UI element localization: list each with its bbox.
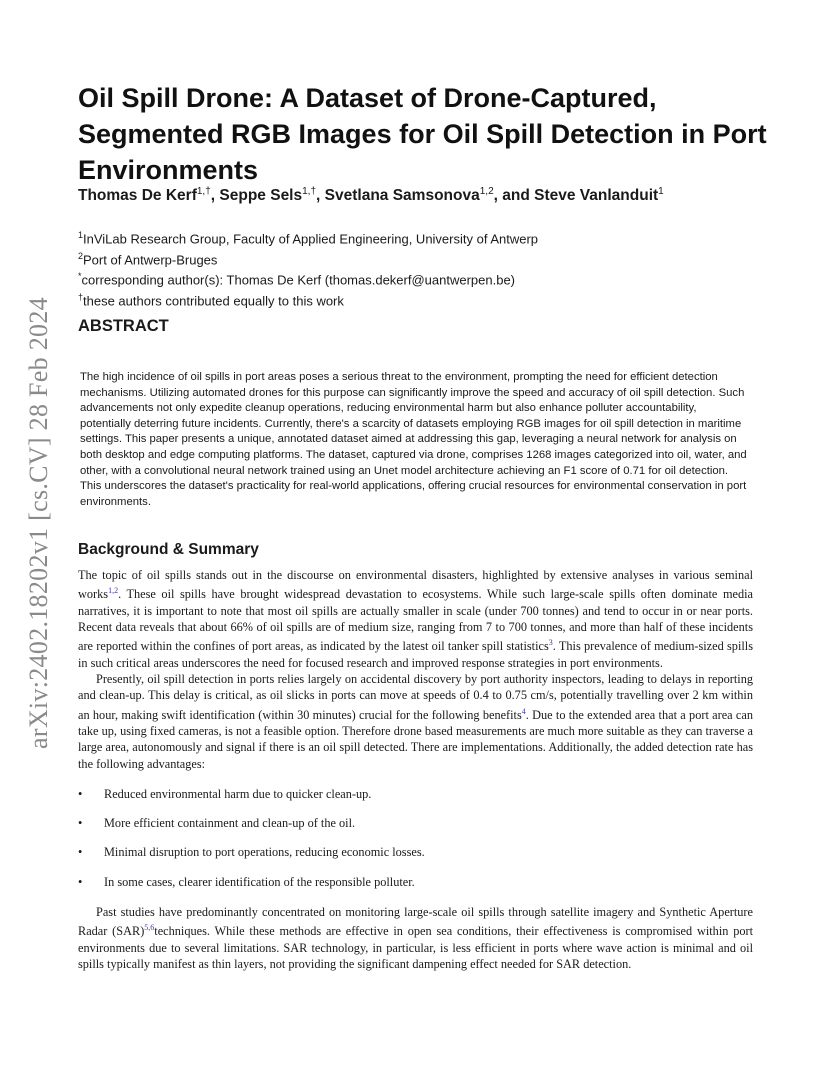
list-item [78, 874, 753, 890]
paragraph-text: . These oil spills have brought widespread devastation to ecosystems. While such large-scale spills often dominate media narratives, it is important to note that most oil spills are actually smaller in scale (under 700 tonnes) and tend to occur in or near ports. Recent data reveals that about 66% of oil spills are of medium size, ranging from 7 to 700 tonnes, and more than half of these incidents are reported within the confines of port areas, as indicated by the latest oil tanker spill statistics [78, 587, 753, 654]
author-separator: , [210, 187, 220, 205]
paragraph-text: . Due to the extended area that a port area can take up, using fixed cameras, is not a feasible option. Therefore drone based measurements are much more suitable as they can traverse a large area, autonomously and signal if there is an oil spill detected. There are implementations. Additionally, the added detection rate has the following advantages: [78, 707, 753, 771]
affiliation-line [78, 227, 778, 248]
affiliation-line [78, 248, 778, 269]
arxiv-sidebar [8, 288, 70, 758]
paragraph-text: . This prevalence of medium-sized spills in such critical areas underscores the need for focused research and improved response strategies in port environments. [78, 639, 753, 670]
affiliation-line [78, 268, 778, 289]
author-separator: , [316, 187, 325, 205]
citation-link[interactable]: 3 [548, 638, 553, 648]
paragraph-text: Past studies have predominantly concentrated on monitoring large-scale oil spills through satellite imagery and Synthetic Aperture Radar (SAR) [78, 905, 753, 939]
affiliation-mark: † [78, 292, 84, 303]
affiliation-text: these authors contributed equally to this work [83, 293, 344, 309]
author-affiliation-mark: 1,2 [479, 186, 494, 197]
author-name: Svetlana Samsonova [324, 187, 480, 205]
paper-title: Oil Spill Drone: A Dataset of Drone-Captured, Segmented RGB Images for Oil Spill Detection in Port Environments [78, 83, 767, 185]
background-paragraph-2 [78, 671, 753, 772]
arxiv-identifier: arXiv:2402.18202v1 [cs.CV] 28 Feb 2024 [24, 297, 53, 749]
list-item-text: More efficient containment and clean-up of the oil. [104, 816, 356, 831]
abstract-body: The high incidence of oil spills in port areas poses a serious threat to the environment, prompting the need for efficient detection mechanisms. Utilizing automated drones for this purpose can significantly improve the speed and accuracy of oil spill detection. Such advancements not only expedite cleanup operations, reducing environmental harm but also enhance polluter accountability, potentially deterring future incidents. Currently, there's a scarcity of datasets employing RGB images for oil spill detection in maritime settings. This paper presents a unique, annotated dataset aimed at addressing this gap, leveraging a neural network for analysis on both desktop and edge computing platforms. The dataset, captured via drone, comprises 1268 images categorized into oil, water, and other, with a convolutional neural network trained using an Unet model architecture achieving an F1 score of 0.71 for oil detection. This underscores the dataset's practicality for real-world applications, offering crucial resources for environmental conservation in port environments. [80, 371, 747, 508]
author-name: Thomas De Kerf [78, 187, 197, 205]
citation-link[interactable]: 1,2 [108, 586, 119, 596]
affiliation-text: corresponding author(s): Thomas De Kerf (thomas.dekerf@uantwerpen.be) [81, 272, 516, 288]
bullet-icon: • [78, 845, 83, 860]
author-separator: , and [493, 187, 535, 205]
affiliation-text: Port of Antwerp-Bruges [83, 252, 218, 268]
bullet-icon: • [78, 816, 83, 831]
author-name: Steve Vanlanduit [534, 187, 659, 205]
list-item-text: Reduced environmental harm due to quicker clean-up. [104, 786, 372, 801]
bullet-icon: • [78, 786, 83, 801]
paragraph-text: techniques. While these methods are effective in open sea conditions, their effectiveness is compromised within port environments due to several limitations. SAR technology, in particular, is less efficient in ports where wave action is minimal and oil spills typically manifest as thin layers, not providing the significant dampening effect needed for SAR detection. [78, 924, 754, 972]
affiliation-mark: * [78, 271, 82, 282]
background-paragraph-3 [78, 904, 753, 972]
author-list [78, 186, 778, 205]
affiliation-mark: 2 [78, 250, 84, 261]
citation-link[interactable]: 5,6 [144, 923, 155, 933]
author-name: Seppe Sels [219, 187, 303, 205]
affiliation-list [78, 227, 778, 310]
author-affiliation-mark: 1 [658, 186, 664, 197]
paragraph-text: Presently, oil spill detection in ports relies largely on accidental discovery by port authority inspectors, leading to delays in reporting and clean-up. This delay is critical, as oil slicks in ports can move at speeds of 0.4 to 0.75 cm/s, potentially travelling over 2 km within an hour, making swift identification (within 30 minutes) crucial for the following benefits [78, 671, 753, 722]
list-item [78, 815, 753, 831]
affiliation-line [78, 289, 778, 310]
background-heading: Background & Summary [78, 541, 259, 558]
citation-link[interactable]: 4 [521, 706, 526, 716]
list-item [78, 844, 753, 860]
bullet-icon: • [78, 874, 83, 889]
list-item-text: In some cases, clearer identification of the responsible polluter. [104, 874, 415, 889]
paragraph-text: The topic of oil spills stands out in the discourse on environmental disasters, highlighted by extensive analyses in various seminal works [78, 568, 753, 602]
affiliation-text: InViLab Research Group, Faculty of Applied Engineering, University of Antwerp [83, 231, 539, 247]
advantages-list [78, 786, 753, 890]
list-item [78, 786, 753, 802]
author-affiliation-mark: 1,† [196, 186, 211, 197]
background-paragraph-1 [78, 567, 753, 671]
background-body [78, 567, 753, 972]
author-affiliation-mark: 1,† [302, 186, 317, 197]
affiliation-mark: 1 [78, 230, 84, 240]
list-item-text: Minimal disruption to port operations, reducing economic losses. [104, 845, 425, 860]
abstract-heading: ABSTRACT [78, 317, 169, 335]
